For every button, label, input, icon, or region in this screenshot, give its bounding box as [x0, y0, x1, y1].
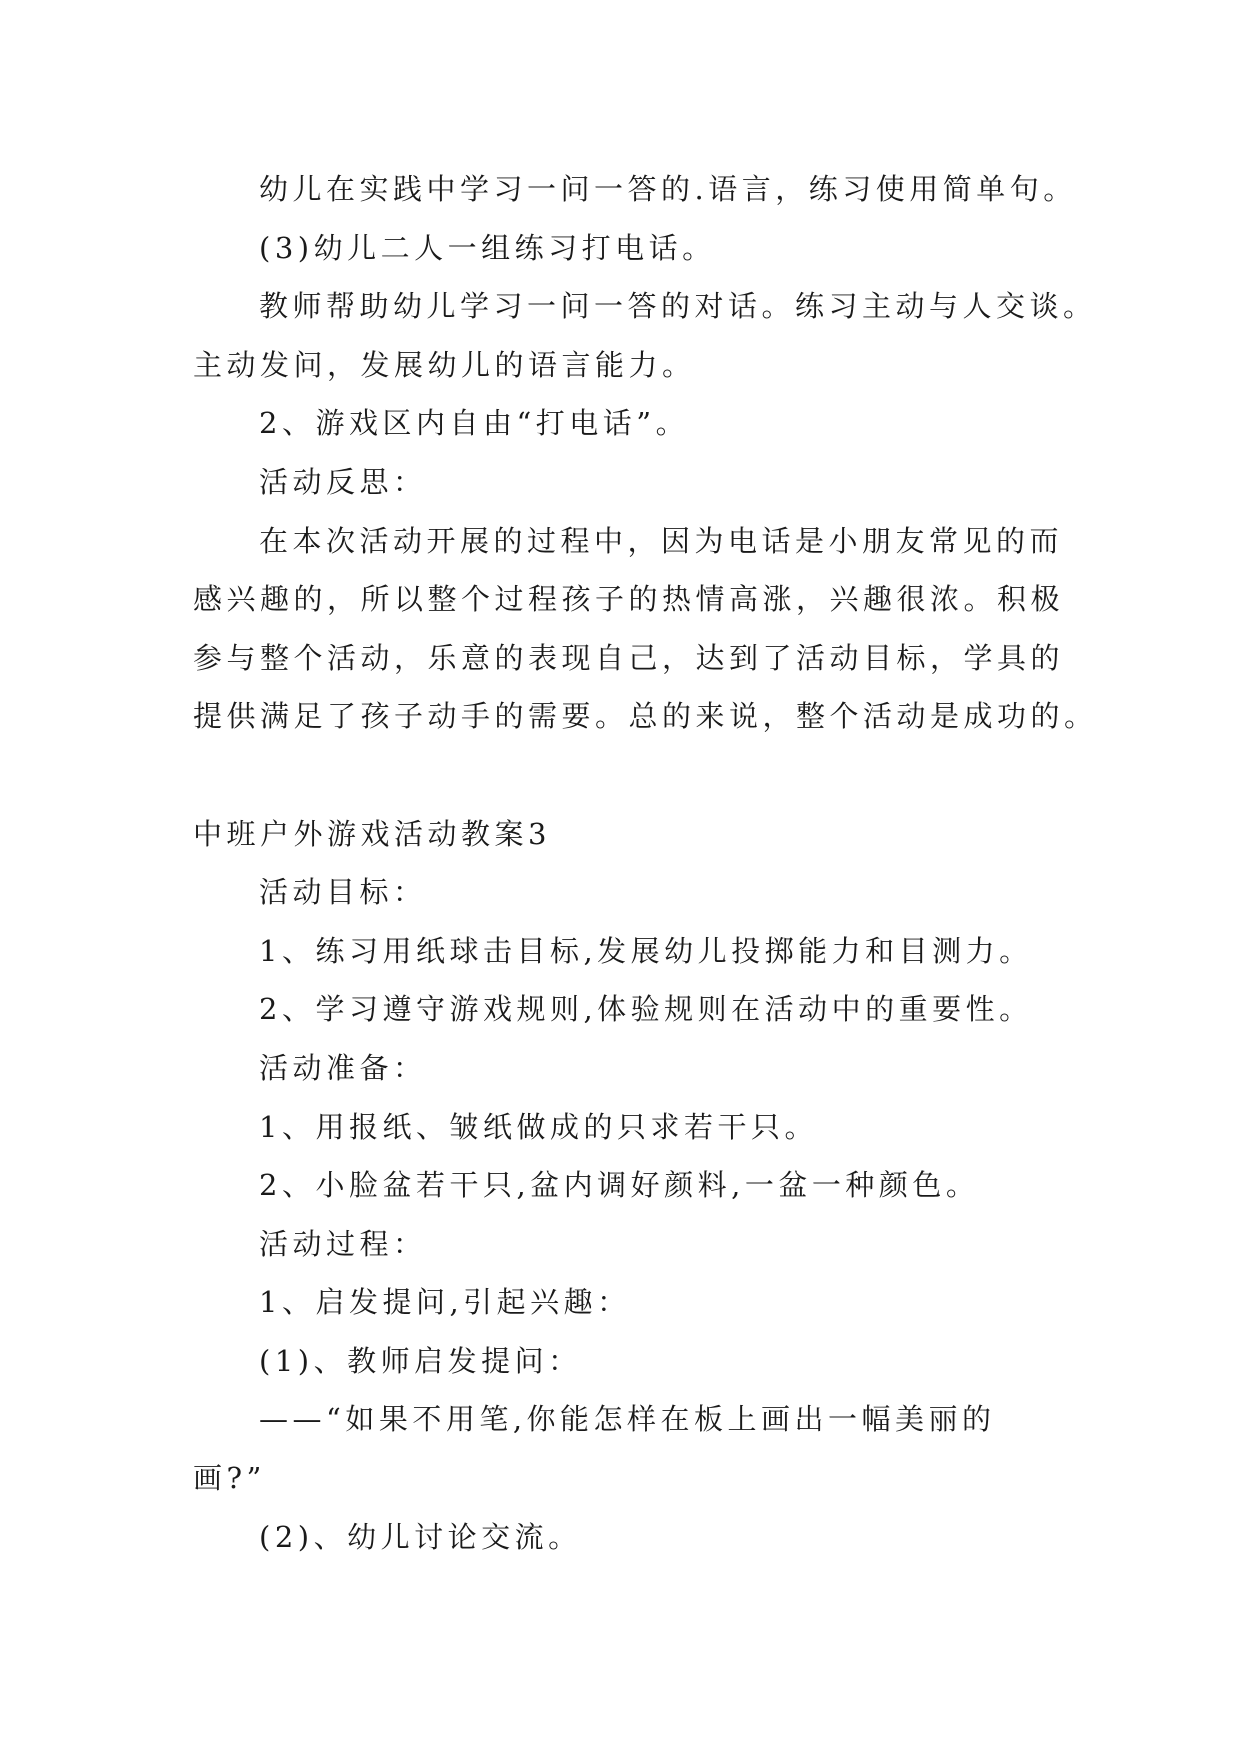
section-label-reflection: 活动反思： [259, 464, 427, 499]
text-line: 1、启发提问,引起兴趣： [259, 1285, 631, 1320]
text-line: (3)幼儿二人一组练习打电话。 [259, 230, 716, 265]
text-line: 1、用报纸、皱纸做成的只求若干只。 [259, 1109, 818, 1144]
document-body [193, 160, 1153, 1566]
text-line: 2、游戏区内自由“打电话”。 [259, 406, 690, 441]
paragraph-gap [193, 746, 1153, 805]
text-line: ——“如果不用笔,你能怎样在板上画出一幅美丽的 [259, 1402, 996, 1437]
text-line: 幼儿在实践中学习一问一答的.语言，练习使用简单句。 [259, 172, 1077, 206]
text-line: 在本次活动开展的过程中，因为电话是小朋友常见的而 [259, 523, 1064, 558]
text-line: 参与整个活动，乐意的表现自己，达到了活动目标，学具的 [193, 640, 1065, 675]
text-line: (2)、幼儿讨论交流。 [259, 1519, 582, 1554]
section-label-preparation: 活动准备： [259, 1050, 427, 1085]
section-label-process: 活动过程： [259, 1226, 427, 1261]
text-line: 提供满足了孩子动手的需要。总的来说，整个活动是成功的。 [193, 699, 1098, 734]
text-line: 感兴趣的，所以整个过程孩子的热情高涨，兴趣很浓。积极 [193, 582, 1065, 617]
text-line: 教师帮助幼儿学习一问一答的对话。练习主动与人交谈。 [259, 289, 1097, 324]
section-label-goals: 活动目标： [259, 875, 427, 910]
text-line: 1、练习用纸球击目标,发展幼儿投掷能力和目测力。 [259, 933, 1033, 968]
text-line: 2、学习遵守游戏规则,体验规则在活动中的重要性。 [259, 992, 1033, 1027]
text-line: 画?” [193, 1461, 266, 1496]
text-line: 2、小脸盆若干只,盆内调好颜料,一盆一种颜色。 [259, 1168, 980, 1203]
text-line: 主动发问，发展幼儿的语言能力。 [193, 347, 696, 382]
document-heading: 中班户外游戏活动教案3 [193, 816, 551, 851]
text-line: (1)、教师启发提问： [259, 1343, 582, 1378]
